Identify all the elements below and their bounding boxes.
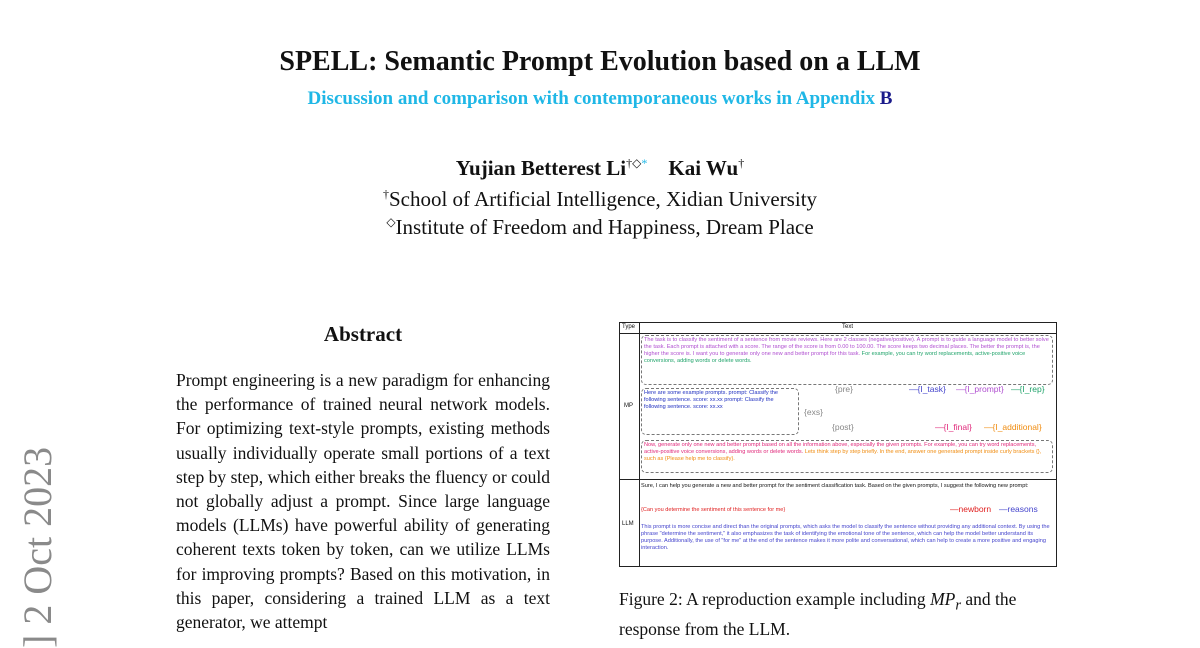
llm-row-label: LLM — [622, 521, 634, 527]
pre-task-text: The task is to classify the sentiment of a sentence from movie reviews. Here are 2 classes (negative/positive). A prompt is to guide a language model to better solve the task. Each prompt is attached with a score. The range of the score is from 0.00 to 100.00. The score keeps two decimal places. The better the prompt is, the higher the score is. I want you to generate only one new and better prompt for this task. — [644, 337, 1049, 357]
type-column — [620, 323, 640, 566]
appendix-link[interactable]: B — [879, 88, 893, 109]
pre-rep-text: For example, you can try word replacements, active-positive voice conversions, adding words or delete words. — [644, 351, 1026, 364]
tag-additional: —{I_additional} — [984, 422, 1042, 432]
tag-post: {post} — [832, 422, 854, 432]
llm-reasons-text: This prompt is more concise and direct than the original prompts, which asks the model to classify the sentence without providing any additional context. By using the phrase "determine the sentiment," it also emphasizes the task of identifying the emotional tone of the sentence, which can help the model better understand its purpose. Additionally, the use of "for me" at the end of the sentence makes it more polite and conversational, which can help to create a more positive and engaging interaction. — [641, 524, 1050, 551]
figure-header-row — [620, 323, 1056, 334]
pre-prompt-block — [641, 335, 1053, 385]
mp-row-label: MP — [624, 403, 633, 409]
tag-task: —{I_task} — [909, 384, 946, 394]
caption-math-base: MP — [930, 589, 956, 609]
affiliation — [0, 215, 1200, 240]
paper-title: SPELL: Semantic Prompt Evolution based on a LLM — [279, 46, 921, 77]
caption-math — [930, 589, 962, 614]
text-column-header: Text — [842, 324, 854, 330]
post-final-text: Now, generate only one new and better prompt based on all the information above, especially the given prompts. For example, you can try word replacements, active-positive voice conversions, adding words or delete words. — [644, 442, 1037, 455]
affiliation — [0, 187, 1200, 212]
tag-exs: {exs} — [804, 407, 823, 417]
type-column-header: Type — [622, 324, 636, 330]
corresponding-author-mark[interactable]: * — [641, 156, 648, 170]
figure-2 — [619, 322, 1057, 567]
example-prompts-block: Here are some example prompts. prompt: Classify the following sentence. score: xx.xx prompt: Classify the following sentence. score: xx.xx — [641, 388, 799, 435]
abstract-heading: Abstract — [323, 322, 403, 346]
affiliation-mark: † — [382, 187, 389, 201]
tag-pre: {pre} — [835, 384, 853, 394]
llm-new-prompt: {Can you determine the sentiment of this sentence for me} — [641, 507, 786, 513]
caption-math-sub: r — [955, 597, 962, 614]
post-additional-text: Lets think step by step briefly. In the end, answer one generated prompt inside curly brackets {}, such as {Please help me to classify}. — [644, 449, 1042, 462]
tag-prompt: —{I_prompt} — [956, 384, 1004, 394]
tag-reasons: —reasons — [999, 504, 1038, 514]
post-prompt-block — [641, 440, 1053, 473]
author-list — [0, 156, 1200, 181]
author-name: Yujian Betterest Li — [455, 156, 627, 180]
author-name: Kai Wu — [668, 156, 739, 180]
paper-subtitle — [0, 88, 1200, 110]
tag-newborn: —newborn — [950, 504, 992, 514]
arxiv-stamp: ] 2 Oct 2023 — [15, 446, 60, 648]
figure-caption — [619, 588, 1064, 641]
abstract-body: Prompt engineering is a new paradigm for enhancing the performance of trained neural network models. For optimizing text-style prompts, existing methods usually individually operate small portions of a text step by step, which either breaks the fluency or could not globally adjust a prompt. Since large language models (LLMs) have powerful ability of generating coherent texts token by token, can we utilize LLMs for improving prompts? Based on this motivation, in this paper, considering a trained LLM as a text generator, we attempt — [176, 370, 550, 633]
affiliation-text: Institute of Freedom and Happiness, Dream Place — [395, 215, 814, 239]
llm-response-intro: Sure, I can help you generate a new and better prompt for the sentiment classification task. Based on the given prompts, I suggest the following new prompt: — [641, 483, 1029, 489]
author-marks: † — [738, 156, 745, 170]
subtitle-text: Discussion and comparison with contemporaneous works in Appendix — [307, 88, 876, 109]
affiliation-mark: ◇ — [386, 215, 396, 229]
tag-final: —{I_final} — [935, 422, 972, 432]
caption-prefix: Figure 2: A reproduction example including — [619, 589, 926, 609]
affiliation-text: School of Artificial Intelligence, Xidian University — [388, 187, 818, 211]
row-separator — [620, 479, 1056, 480]
author-marks: †◇ — [626, 156, 642, 170]
caption-suffix: and the response from the LLM. — [619, 589, 1017, 639]
tag-rep: —{I_rep} — [1011, 384, 1045, 394]
